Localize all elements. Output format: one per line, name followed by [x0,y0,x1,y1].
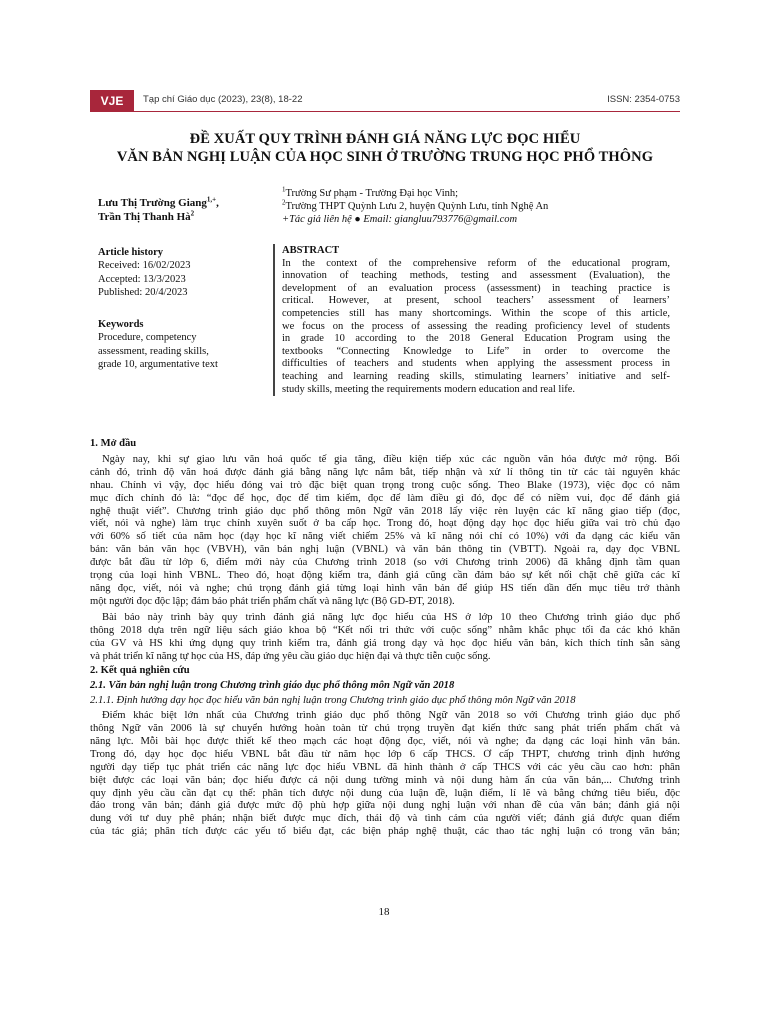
body-line: và phát triển kĩ năng tự học của HS, đáp ứng yêu cầu giáo dục hiện đại và thực tiễn cuộc sống. [90,650,491,662]
paragraph-2 [90,612,680,664]
paragraph-3 [90,710,680,839]
keywords-line: grade 10, argumentative text [98,358,218,370]
body-line: Bài báo này trình bày quy trình đánh giá năng lực đọc hiểu của HS ở lớp 10 theo Chương trình giáo dục phổ [102,611,680,623]
body-line: nghệ thuật viết”. Chương trình giáo dục phổ thông môn Ngữ văn 2018 lấy việc rèn luyện các kĩ năng giao tiếp (đọc, [90,505,680,517]
body-line: viết, nói và nghe) làm trục chính xuyên suốt ở ba cấp học. Trong đó, hoạt động dạy học đọc hiểu giữa vai trò chủ đạo [90,518,680,530]
received-date: Received: 16/02/2023 [98,260,191,272]
paper-title [90,130,680,166]
affiliation-2 [282,200,682,213]
abstract-line: innovation of teaching methods, testing and assessment (Evaluation), the [282,270,670,282]
subsection-heading-2-1: 2.1. Văn bản nghị luận trong Chương trình giáo dục phổ thông môn Ngữ văn 2018 [90,680,455,692]
abstract-line: textbooks “Connecting Knowledge to Life” in order to overcome the [282,345,670,357]
body-line: thông 2018 dựa trên ngữ liệu sách giáo khoa bộ “Kết nối tri thức với cuộc sống” nhằm khắc phục tối đa các khó khăn [90,624,680,636]
author-2-name: Trần Thị Thanh Hà [98,211,191,223]
body-line: dung với tư duy phê phán; nhận biết được mục đích, thái độ và tình cảm của người viết; đánh giá được quan điểm [90,813,680,825]
page-number: 18 [378,906,390,918]
published-date: Published: 20/4/2023 [98,286,188,298]
body-line: thông Ngữ văn 2006 là sự chuyển hướng hoàn toàn từ chú trọng truyền đạt kiến thức sang phát triển phẩm chất và [90,723,680,735]
abstract-line: teaching and learning reading skills, stimulating learners’ initiative and self- [282,370,670,382]
body-line: của GV và HS khi ứng dụng quy trình kiểm tra, đánh giá trong dạy và học đọc hiểu văn bản, kích thích tính sẵn sàng [90,637,680,649]
body-line: Trong đó, dạy học đọc hiểu VBNL bắt đầu từ năm học lớp 6 cấp THCS. Ở cấp THPT, chương trình định hướng [90,748,680,760]
abstract-line: difficulties of teachers and students when applying the assessment process in [282,358,670,370]
abstract-line: study skills, meeting the requirements modern education and real life. [282,383,576,395]
body-line: người dạy tiếp tục phát triển các năng lực đọc hiểu VBNL đã hình thành ở cấp THCS với các yêu cầu cao hơn: phân [90,761,680,773]
body-line: năng lực. Mỗi bài học được thiết kế theo mạch các hoạt động đọc, viết, nói và nghe; đa dạng các loại hình văn bản. [90,735,680,747]
body-line: năng đọc, viết, nói và nghe; chú trọng đánh giá từng loại hình văn bản để giúp HS tiến dần đến mục tiêu trở thành [90,582,680,594]
author-2-sup: 2 [190,209,195,218]
body-line: nhau. Chính vì vậy, đọc hiểu đóng vai trò đặc biệt quan trọng trong cuộc sống. Theo Blake (1973), việc đọc có năm [90,479,680,491]
abstract [282,245,670,396]
article-history [98,246,268,299]
abstract-line: critical. However, at present, school teachers’ assessment of learners’ [282,295,670,307]
affiliation-2-sup: 2 [282,198,286,207]
article-body [90,438,680,839]
author-1 [98,196,219,210]
history-heading: Article history [98,247,164,258]
affiliation-2-text: Trường THPT Quỳnh Lưu 2, huyện Quỳnh Lưu, tỉnh Nghệ An [285,201,549,212]
body-line: bản: văn bản văn học (VBVH), văn bản nghị luận (VBNL) và văn bản thông tin (VBTT). Ngoài ra, dạy đọc VBNL [90,544,680,556]
paragraph-1 [90,454,680,609]
body-line: cảnh đó, trình độ văn hoá được đánh giá bằng năng lực nắm bắt, tiếp nhận và xử lí thông tin từ các tài nguyên khác [90,466,680,478]
journal-header [90,90,680,112]
abstract-line: competencies still has many shortcomings. Within the scope of this article, [282,307,670,319]
subsection-heading-2-1-1: 2.1.1. Định hướng dạy học đọc hiểu văn bản nghị luận trong Chương trình giáo dục phổ thông môn Ngữ văn 2018 [90,695,576,707]
body-line: Ngày nay, khi sự giao lưu văn hoá quốc tế gia tăng, điều kiện tiếp xúc các nguồn văn hóa được mở rộng. Bối [102,453,680,465]
journal-logo: VJE [90,90,134,112]
journal-citation: Tạp chí Giáo dục (2023), 23(8), 18-22 [143,94,303,105]
corresponding-author: +Tác giả liên hệ ● Email: giangluu793776@gmail.com [282,214,518,225]
keywords [98,318,268,371]
affiliation-1-sup: 1 [282,185,286,194]
author-1-comma: , [216,197,219,209]
author-1-name: Lưu Thị Trường Giang [98,197,207,209]
abstract-line: in grade 10 according to the 2018 General Education Program using the [282,333,670,345]
abstract-heading: ABSTRACT [282,245,340,256]
body-line: một người đọc độc lập; đảm bảo phát triển phẩm chất và năng lực (Bộ GD-ĐT, 2018). [90,595,455,607]
body-line: quy định yêu cầu cần đạt cụ thể: phân tích được nội dung của luận đề, luận điểm, lí lẽ và bằng chứng tiêu biểu, độc [90,787,680,799]
body-line: được bắt đầu từ lớp 6, điểm mới này của Chương trình 2018 (so với Chương trình 2006) đã khẳng định tầm quan [90,557,680,569]
body-line: đáo trong văn bản; đánh giá được mức độ phù hợp giữa nội dung nghị luận với nhan đề của văn bản; đánh giá nội [90,800,680,812]
header-rule [134,111,680,112]
abstract-divider [273,244,275,396]
section-heading-intro: 1. Mở đầu [90,438,137,449]
body-line: mục đích chính đó là: “đọc để học, đọc để tìm kiếm, đọc để làm điều gì đó, đọc để có niềm vui, đọc để đánh giá [90,492,680,504]
body-line: của tác giả; phân tích được các yếu tố biểu đạt, các biện pháp nghệ thuật, các thao tác nghị luận có trong văn bản; [90,826,680,838]
body-line: Điểm khác biệt lớn nhất của Chương trình giáo dục phổ thông Ngữ văn 2018 so với Chương trình giáo dục phổ [102,710,680,722]
author-2 [98,210,219,224]
keywords-heading: Keywords [98,319,144,330]
abstract-line: we focus on the process of assessing the reading proficiency level of students [282,320,670,332]
body-line: với 60% số tiết của năm học (dạy học kĩ năng viết chiếm 25% và kĩ năng nói chỉ có 10%) với đa dạng các kiểu văn [90,531,680,543]
abstract-line: development of an evaluation process (assessment) in teaching practice is [282,282,670,294]
keywords-line: assessment, reading skills, [98,345,209,357]
title-line-1: ĐỀ XUẤT QUY TRÌNH ĐÁNH GIÁ NĂNG LỰC ĐỌC HIỂU [189,131,581,147]
authors [98,196,219,224]
body-line: trọng của loại hình VBNL. Theo đó, hoạt động kiểm tra, đánh giá cũng cần đảm bảo sự kết nối chặt chẽ giữa các kĩ [90,570,680,582]
author-1-sup: 1,+ [206,195,217,204]
affiliation-1 [282,187,682,200]
accepted-date: Accepted: 13/3/2023 [98,273,186,285]
abstract-line: In the context of the comprehensive reform of the educational program, [282,257,670,269]
affiliations [282,187,682,226]
section-heading-results: 2. Kết quả nghiên cứu [90,665,190,677]
body-line: biệt được các loại văn bản; đọc hiểu được cả nội dung tường minh và nội dung hàm ẩn của văn bản,... Chương trình [90,774,680,786]
title-line-2: VĂN BẢN NGHỊ LUẬN CỦA HỌC SINH Ở TRƯỜNG TRUNG HỌC PHỔ THÔNG [116,149,654,165]
keywords-line: Procedure, competency [98,332,197,344]
affiliation-1-text: Trường Sư phạm - Trường Đại học Vinh; [285,188,459,199]
issn: ISSN: 2354-0753 [607,94,680,105]
